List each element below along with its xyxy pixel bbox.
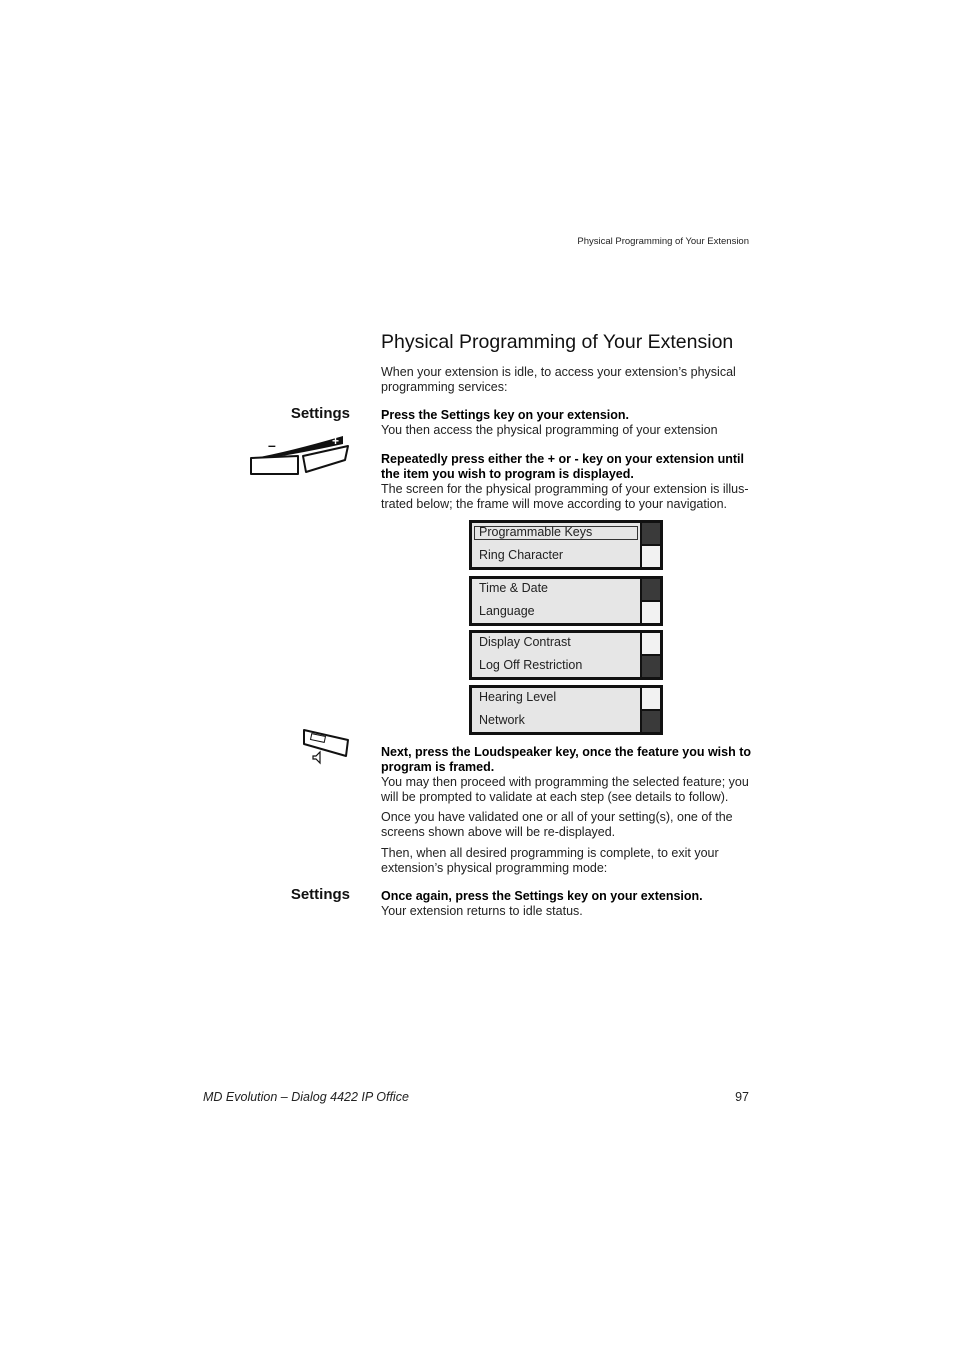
step-press-settings-again (381, 889, 753, 919)
screen-line-1: Display Contrast (479, 635, 571, 649)
display-screen-2 (469, 576, 663, 626)
step-press-loudspeaker-result: You may then proceed with programming the selected feature; you will be prompted to validate at each step (see details to follow). (381, 775, 749, 804)
step-press-plus-minus-instruction: Repeatedly press either the + or - key on your extension until the item you wish to program is displayed. (381, 452, 744, 481)
screen-line-2: Language (479, 604, 535, 618)
settings-key-label: Settings (290, 405, 350, 422)
step-press-settings-instruction: Press the Settings key on your extension. (381, 408, 629, 422)
screen-line-1: Programmable Keys (479, 525, 593, 539)
screen-line-2: Log Off Restriction (479, 658, 583, 672)
screen-line-2: Ring Character (479, 548, 564, 562)
screen-scrollbar (640, 633, 660, 677)
screen-scrollbar (640, 579, 660, 623)
footer-doc-title: MD Evolution – Dialog 4422 IP Office (203, 1090, 409, 1104)
screen-line-1: Time & Date (479, 581, 549, 595)
step-press-loudspeaker-instruction: Next, press the Loudspeaker key, once the feature you wish to program is framed. (381, 745, 752, 774)
volume-plus-minus-keys-icon (248, 430, 352, 476)
footer-page-number: 97 (735, 1090, 749, 1104)
display-screen-1 (469, 520, 663, 570)
screen-scrollbar (640, 688, 660, 732)
intro-paragraph: When your extension is idle, to access your extension’s physical programming services: (381, 365, 736, 394)
screen-line-1: Hearing Level (479, 690, 557, 704)
step-press-settings-again-result: Your extension returns to idle status. (381, 904, 583, 918)
plus-key-symbol: + (332, 434, 340, 448)
running-header: Physical Programming of Your Extension (577, 236, 749, 247)
display-screen-4 (469, 685, 663, 735)
screen-line-2: Network (479, 713, 525, 727)
validated-paragraph: Once you have validated one or all of your setting(s), one of the screens shown above will be re-displayed. (381, 810, 733, 839)
step-press-plus-minus-result: The screen for the physical programming of your extension is illus-trated below; the frame will move according to your navigation. (381, 482, 749, 511)
step-press-settings (381, 408, 753, 438)
step-press-settings-again-instruction: Once again, press the Settings key on your extension. (381, 889, 703, 903)
screen-scrollbar (640, 523, 660, 567)
settings-key-label-2: Settings (290, 886, 350, 903)
step-press-loudspeaker (381, 745, 753, 805)
minus-key-symbol: – (268, 437, 276, 453)
display-screen-3 (469, 630, 663, 680)
page-title: Physical Programming of Your Extension (381, 331, 734, 353)
loudspeaker-key-icon (300, 726, 354, 766)
step-press-settings-result: You then access the physical programming of your extension (381, 423, 718, 437)
step-press-plus-minus (381, 452, 753, 512)
exit-intro-paragraph: Then, when all desired programming is complete, to exit your extension’s physical programming mode: (381, 846, 719, 875)
